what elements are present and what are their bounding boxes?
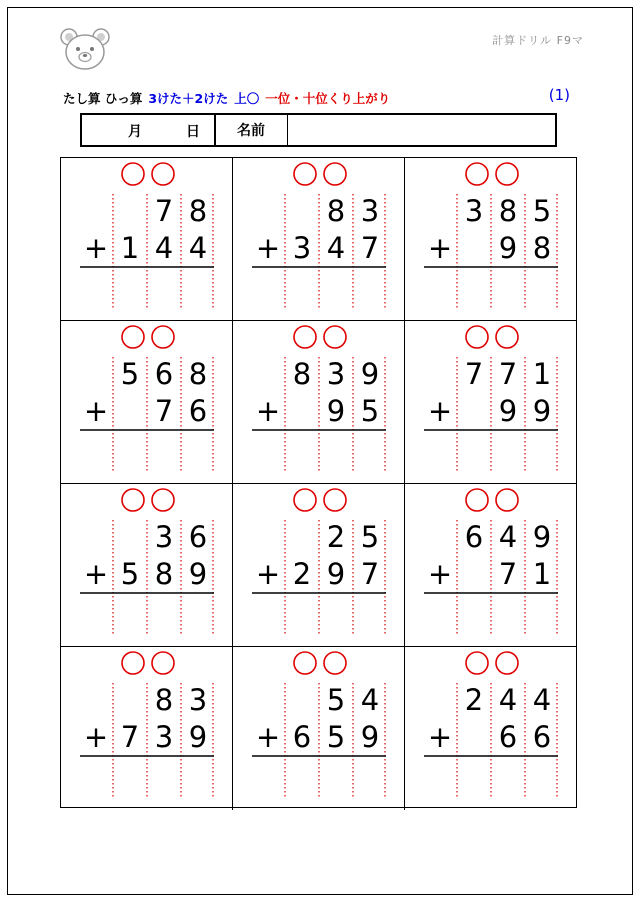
problem-figure	[233, 647, 405, 810]
problem-figure	[233, 158, 405, 321]
day-label: 日	[186, 124, 200, 140]
problem-figure	[405, 484, 577, 647]
plus-sign: +	[83, 394, 109, 428]
carry-circle-icon[interactable]	[324, 163, 346, 185]
top-number-digit: 2	[464, 683, 484, 717]
plus-sign: +	[83, 557, 109, 591]
answer-area[interactable]	[80, 759, 214, 799]
problem-figure	[61, 321, 233, 484]
problem-cell	[233, 321, 405, 484]
plus-sign: +	[427, 720, 453, 754]
top-number-digit: 6	[464, 520, 484, 554]
problem-cell	[405, 647, 577, 810]
top-number-digit: 5	[120, 357, 140, 391]
bottom-number-digit: 5	[120, 557, 140, 591]
plus-sign: +	[427, 557, 453, 591]
plus-sign: +	[255, 231, 281, 265]
problem-figure	[405, 647, 577, 810]
top-number-digit: 8	[188, 194, 208, 228]
top-number-digit: 8	[188, 357, 208, 391]
plus-sign: +	[255, 394, 281, 428]
carry-circle-icon[interactable]	[466, 163, 488, 185]
carry-circle-icon[interactable]	[294, 163, 316, 185]
bottom-number-digit: 8	[532, 231, 552, 265]
top-number-digit: 3	[360, 194, 380, 228]
top-number-digit: 5	[532, 194, 552, 228]
answer-area[interactable]	[252, 270, 386, 310]
problem-figure	[233, 484, 405, 647]
bottom-number-digit: 8	[154, 557, 174, 591]
top-number-digit: 9	[360, 357, 380, 391]
carry-circle-icon[interactable]	[466, 489, 488, 511]
bottom-number-digit: 9	[498, 231, 518, 265]
top-number-digit: 4	[498, 520, 518, 554]
top-number-digit: 8	[292, 357, 312, 391]
top-number-digit: 5	[326, 683, 346, 717]
bottom-number-digit: 9	[188, 557, 208, 591]
bottom-number-digit: 9	[326, 557, 346, 591]
problem-cell	[61, 647, 233, 810]
title-carry-type: 一位・十位くり上がり	[265, 91, 391, 106]
top-number-digit: 6	[188, 520, 208, 554]
carry-circle-icon[interactable]	[152, 489, 174, 511]
top-number-digit: 7	[498, 357, 518, 391]
month-label: 月	[128, 124, 142, 140]
problem-grid	[60, 157, 577, 808]
bottom-number-digit: 5	[326, 720, 346, 754]
plus-sign: +	[427, 394, 453, 428]
bottom-number-digit: 7	[360, 231, 380, 265]
carry-circle-icon[interactable]	[122, 163, 144, 185]
plus-sign: +	[83, 231, 109, 265]
bear-face-icon	[58, 26, 112, 72]
name-label: 名前	[215, 115, 288, 145]
carry-circle-icon[interactable]	[152, 163, 174, 185]
bottom-number-digit: 2	[292, 557, 312, 591]
carry-circle-icon[interactable]	[496, 489, 518, 511]
carry-circle-icon[interactable]	[122, 489, 144, 511]
carry-circle-icon[interactable]	[466, 652, 488, 674]
answer-area[interactable]	[252, 596, 386, 636]
problem-figure	[233, 321, 405, 484]
carry-circle-icon[interactable]	[294, 489, 316, 511]
carry-circle-icon[interactable]	[122, 326, 144, 348]
bottom-number-digit: 6	[498, 720, 518, 754]
date-field[interactable]	[82, 115, 216, 145]
problem-cell	[233, 158, 405, 321]
problem-cell	[61, 158, 233, 321]
problem-cell	[233, 647, 405, 810]
carry-circle-icon[interactable]	[294, 326, 316, 348]
answer-area[interactable]	[424, 433, 558, 473]
carry-circle-icon[interactable]	[122, 652, 144, 674]
problem-figure	[405, 321, 577, 484]
carry-circle-icon[interactable]	[324, 326, 346, 348]
top-number-digit: 7	[464, 357, 484, 391]
answer-area[interactable]	[424, 596, 558, 636]
carry-circle-icon[interactable]	[152, 326, 174, 348]
problem-figure	[61, 647, 233, 810]
plus-sign: +	[255, 720, 281, 754]
bottom-number-digit: 4	[188, 231, 208, 265]
carry-circle-icon[interactable]	[324, 489, 346, 511]
answer-area[interactable]	[252, 433, 386, 473]
problem-cell	[233, 484, 405, 647]
plus-sign: +	[83, 720, 109, 754]
bottom-number-digit: 5	[360, 394, 380, 428]
top-number-digit: 1	[532, 357, 552, 391]
problem-figure	[405, 158, 577, 321]
problem-cell	[61, 484, 233, 647]
bottom-number-digit: 1	[120, 231, 140, 265]
problem-cell	[405, 158, 577, 321]
bottom-number-digit: 9	[360, 720, 380, 754]
top-number-digit: 7	[154, 194, 174, 228]
sheet-number: (1)	[548, 86, 570, 104]
answer-area[interactable]	[80, 596, 214, 636]
bottom-number-digit: 9	[498, 394, 518, 428]
answer-area[interactable]	[80, 433, 214, 473]
plus-sign: +	[427, 231, 453, 265]
problem-figure	[61, 484, 233, 647]
bottom-number-digit: 3	[154, 720, 174, 754]
top-number-digit: 8	[154, 683, 174, 717]
name-date-box	[80, 113, 557, 147]
bottom-number-digit: 9	[532, 394, 552, 428]
plus-sign: +	[255, 557, 281, 591]
answer-area[interactable]	[80, 270, 214, 310]
answer-area[interactable]	[424, 759, 558, 799]
top-number-digit: 9	[532, 520, 552, 554]
carry-circle-icon[interactable]	[496, 163, 518, 185]
answer-area[interactable]	[424, 270, 558, 310]
carry-circle-icon[interactable]	[324, 652, 346, 674]
top-number-digit: 6	[154, 357, 174, 391]
title-carry-mark: 上〇	[234, 91, 260, 106]
name-field[interactable]	[288, 115, 555, 145]
bottom-number-digit: 9	[326, 394, 346, 428]
bottom-number-digit: 7	[154, 394, 174, 428]
bottom-number-digit: 7	[360, 557, 380, 591]
bottom-number-digit: 7	[120, 720, 140, 754]
carry-circle-icon[interactable]	[294, 652, 316, 674]
problem-cell	[61, 321, 233, 484]
site-label: 計算ドリル F9マ	[492, 34, 584, 47]
problem-cell	[405, 484, 577, 647]
bottom-number-digit: 4	[326, 231, 346, 265]
top-number-digit: 5	[360, 520, 380, 554]
bottom-number-digit: 9	[188, 720, 208, 754]
bottom-number-digit: 6	[188, 394, 208, 428]
top-number-digit: 8	[326, 194, 346, 228]
top-number-digit: 3	[154, 520, 174, 554]
top-number-digit: 4	[532, 683, 552, 717]
top-number-digit: 3	[326, 357, 346, 391]
top-number-digit: 3	[188, 683, 208, 717]
carry-circle-icon[interactable]	[496, 652, 518, 674]
top-number-digit: 2	[326, 520, 346, 554]
bottom-number-digit: 6	[292, 720, 312, 754]
problem-figure	[61, 158, 233, 321]
top-number-digit: 4	[498, 683, 518, 717]
bottom-number-digit: 6	[532, 720, 552, 754]
title-digits: 3けた＋2けた	[148, 91, 229, 106]
top-number-digit: 8	[498, 194, 518, 228]
top-number-digit: 4	[360, 683, 380, 717]
carry-circle-icon[interactable]	[466, 326, 488, 348]
carry-circle-icon[interactable]	[152, 652, 174, 674]
problem-cell	[405, 321, 577, 484]
bottom-number-digit: 1	[532, 557, 552, 591]
bottom-number-digit: 4	[154, 231, 174, 265]
top-number-digit: 3	[464, 194, 484, 228]
carry-circle-icon[interactable]	[496, 326, 518, 348]
bottom-number-digit: 7	[498, 557, 518, 591]
worksheet-title	[63, 89, 396, 107]
title-operation: たし算 ひっ算	[63, 91, 143, 106]
bottom-number-digit: 3	[292, 231, 312, 265]
answer-area[interactable]	[252, 759, 386, 799]
